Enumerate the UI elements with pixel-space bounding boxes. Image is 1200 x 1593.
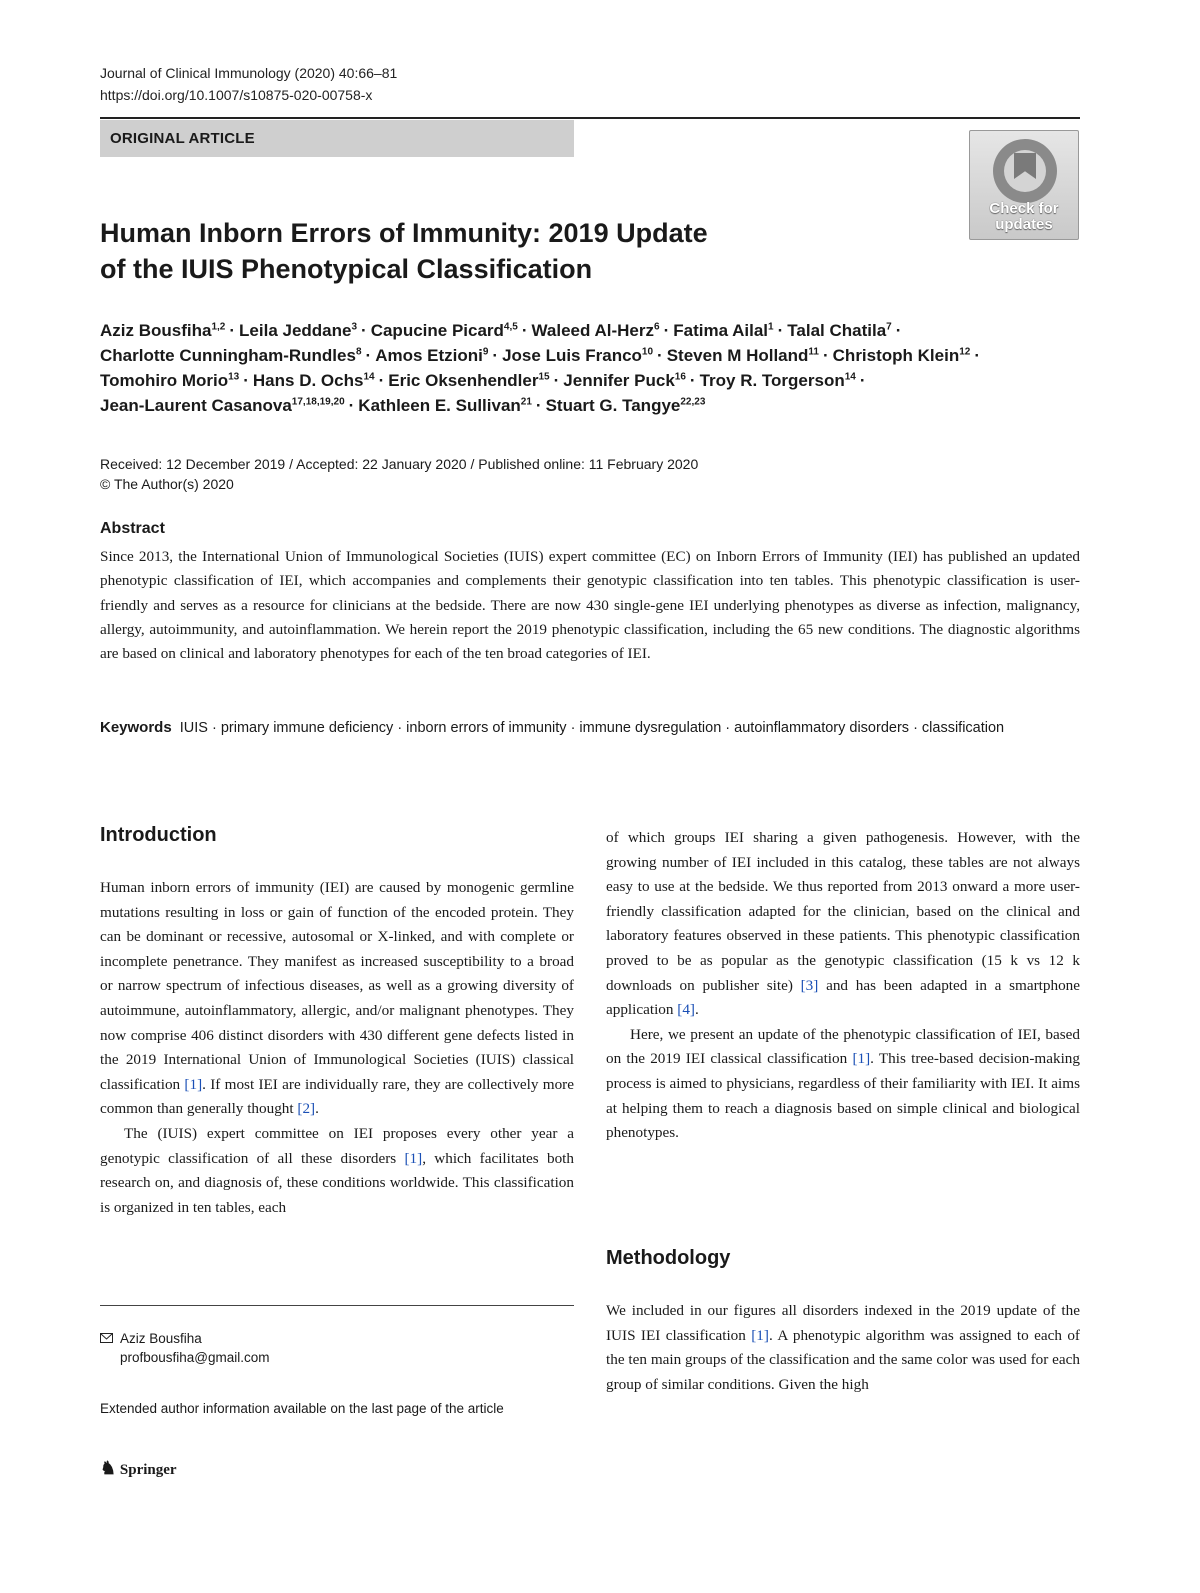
author-separator: ·	[553, 371, 560, 390]
author-name[interactable]: Leila Jeddane	[239, 321, 352, 340]
author-name[interactable]: Stuart G. Tangye	[545, 396, 681, 415]
publication-dates: Received: 12 December 2019 / Accepted: 22 January 2020 / Published online: 11 February 2020	[100, 456, 699, 472]
intro-paragraph-1: Human inborn errors of immunity (IEI) are caused by monogenic germline mutations resulting in loss or gain of function of the encoded protein. They can be dominant or recessive, autosomal or X-linked, and with complete or incomplete penetrance. They manifest as increased susceptibility to a broad or narrow spectrum of infectious diseases, as well as a growing diversity of autoimmune, autoinflammatory, allergic, and/or malignant phenotypes. They now comprise 406 distinct disorders with 430 different gene defects listed in the 2019 International Union of Immunological Societies (IUIS) classical classification [1]. If most IEI are individually rare, they are collectively more common than generally thought [2].	[100, 879, 574, 1118]
author-affiliation: 21	[520, 396, 532, 408]
methodology-heading: Methodology	[606, 1247, 731, 1269]
introduction-heading: Introduction	[100, 824, 217, 846]
author-name[interactable]: Jennifer Puck	[563, 371, 675, 390]
author-name[interactable]: Christoph Klein	[832, 346, 960, 365]
author-affiliation: 15	[538, 371, 550, 383]
author-separator: ·	[348, 396, 355, 415]
author-name[interactable]: Steven M Holland	[666, 346, 809, 365]
keywords	[100, 716, 1080, 740]
author-name[interactable]: Amos Etzioni	[375, 346, 483, 365]
citation-link[interactable]: [3]	[800, 976, 819, 994]
springer-horse-icon: ♞	[100, 1458, 117, 1478]
citation-link[interactable]: [1]	[751, 1326, 769, 1344]
author-affiliation: 7	[886, 321, 892, 333]
author-name[interactable]: Eric Oksenhendler	[388, 371, 539, 390]
bookmark-icon	[993, 139, 1057, 203]
author-name[interactable]: Troy R. Torgerson	[699, 371, 845, 390]
citation-link[interactable]: [1]	[852, 1050, 871, 1068]
author-affiliation: 4,5	[503, 321, 518, 333]
journal-citation: Journal of Clinical Immunology (2020) 40:66–81	[100, 65, 398, 81]
author-affiliation: 17,18,19,20	[291, 396, 345, 408]
author-list	[100, 318, 1090, 418]
badge-label: Check for updates	[989, 200, 1059, 233]
author-name[interactable]: Waleed Al-Herz	[531, 321, 654, 340]
author-affiliation: 6	[654, 321, 660, 333]
corresponding-author	[100, 1329, 270, 1367]
citation-link[interactable]: [4]	[677, 1001, 695, 1019]
author-separator: ·	[535, 396, 542, 415]
citation-link[interactable]: [1]	[184, 1075, 203, 1093]
author-affiliation: 12	[959, 346, 971, 358]
author-name[interactable]: Capucine Picard	[370, 321, 504, 340]
author-separator: ·	[777, 321, 784, 340]
author-separator: ·	[895, 321, 902, 340]
author-separator: ·	[492, 346, 499, 365]
corresponding-author-name: Aziz Bousfiha	[120, 1331, 202, 1346]
author-affiliation: 10	[641, 346, 654, 358]
doi-link[interactable]: https://doi.org/10.1007/s10875-020-00758-x	[100, 87, 373, 103]
methodology-body	[606, 1299, 1080, 1397]
keywords-list: IUIS · primary immune deficiency · inborn errors of immunity · immune dysregulation · autoinflammatory disorders · classification	[179, 720, 1005, 736]
author-separator: ·	[689, 371, 696, 390]
header-rule	[100, 117, 1080, 119]
author-name[interactable]: Charlotte Cunningham-Rundles	[100, 346, 356, 365]
intro-paragraph-3: of which groups IEI sharing a given pathogenesis. However, with the growing number of IEI included in this catalog, these tables are not always easy to use at the bedside. We thus reported from 2013 onward a more user-friendly classification adapted for the clinician, based on the clinical and laboratory features observed in these patients. This phenotypic classification proved to be as popular as the genotypic classification (15 k vs 12 k downloads on publisher site) [3] and has been adapted in a smartphone application [4].	[606, 829, 1080, 1019]
author-affiliation: 1	[768, 321, 774, 333]
author-separator: ·	[361, 321, 367, 340]
publisher-logo: ♞ Springer	[100, 1458, 177, 1478]
extended-author-info: Extended author information available on the last page of the article	[100, 1401, 504, 1416]
author-separator: ·	[657, 346, 663, 365]
author-separator: ·	[229, 321, 236, 340]
intro-paragraph-4: Here, we present an update of the phenotypic classification of IEI, based on the 2019 IEI classical classification [1]. This tree-based decision-making process is aimed to physicians, regardless of their familiarity with IEI. It aims at helping them to reach a diagnosis based on simple clinical and biological phenotypes.	[606, 1025, 1080, 1142]
author-affiliation: 8	[355, 346, 362, 358]
author-separator: ·	[521, 321, 528, 340]
abstract-heading: Abstract	[100, 520, 165, 537]
author-affiliation: 16	[674, 371, 686, 383]
author-name[interactable]: Kathleen E. Sullivan	[358, 396, 521, 415]
author-affiliation: 14	[363, 371, 375, 383]
author-separator: ·	[663, 321, 670, 340]
copyright-notice: © The Author(s) 2020	[100, 476, 234, 492]
author-separator: ·	[859, 371, 866, 390]
author-affiliation: 11	[808, 346, 819, 358]
check-for-updates-badge[interactable]	[969, 130, 1079, 240]
intro-continued	[606, 826, 1080, 1146]
author-separator: ·	[243, 371, 249, 390]
keywords-label: Keywords	[100, 719, 172, 736]
author-affiliation: 1,2	[211, 321, 226, 333]
abstract-text: Since 2013, the International Union of Immunological Societies (IUIS) expert committee (EC) on Inborn Errors of Immunity (IEI) has published an updated phenotypic classification of IEI, which accompanies and complements their genotypic classification into ten tables. This phenotypic classification is user-friendly and serves as a resource for clinicians at the bedside. There are now 430 single-gene IEI underlying phenotypes as diverse as infection, malignancy, allergy, autoimmunity, and autoinflammation. We herein report the 2019 phenotypic classification, including the 65 new conditions. The diagnostic algorithms are based on clinical and laboratory phenotypes for each of the ten broad categories of IEI.	[100, 548, 1080, 663]
author-separator: ·	[822, 346, 829, 365]
article-type-banner: ORIGINAL ARTICLE	[100, 120, 574, 157]
citation-link[interactable]: [1]	[404, 1149, 423, 1167]
citation-link[interactable]: [2]	[297, 1100, 316, 1118]
author-separator: ·	[974, 346, 981, 365]
author-separator: ·	[365, 346, 372, 365]
author-affiliation: 13	[228, 371, 240, 383]
author-name[interactable]: Fatima Ailal	[673, 321, 769, 340]
author-affiliation: 9	[482, 346, 489, 358]
author-affiliation: 3	[351, 321, 358, 333]
introduction-body	[100, 876, 574, 1220]
intro-paragraph-2: The (IUIS) expert committee on IEI proposes every other year a genotypic classification of all these disorders [1], which facilitates both research on, and diagnosis of, these conditions worldwide. This classification is organized in ten tables, each	[100, 1124, 574, 1216]
corresponding-author-email[interactable]: profbousfiha@gmail.com	[120, 1350, 270, 1365]
author-name[interactable]: Talal Chatila	[787, 321, 887, 340]
article-title: Human Inborn Errors of Immunity: 2019 Update of the IUIS Phenotypical Classification	[100, 218, 708, 284]
author-name[interactable]: Jean-Laurent Casanova	[100, 396, 292, 415]
footnote-rule	[100, 1305, 574, 1306]
author-affiliation: 22,23	[680, 396, 706, 408]
envelope-icon	[100, 1329, 114, 1348]
author-affiliation: 14	[844, 371, 856, 383]
author-name[interactable]: Aziz Bousfiha	[100, 321, 212, 340]
author-separator: ·	[378, 371, 385, 390]
methodology-paragraph-1: We included in our figures all disorders indexed in the 2019 update of the IUIS IEI classification [1]. A phenotypic algorithm was assigned to each of the ten main groups of the classification and the same color was used for each group of similar conditions. Given the high	[606, 1302, 1080, 1393]
author-name[interactable]: Hans D. Ochs	[252, 371, 364, 390]
author-name[interactable]: Jose Luis Franco	[502, 346, 642, 365]
author-name[interactable]: Tomohiro Morio	[100, 371, 229, 390]
